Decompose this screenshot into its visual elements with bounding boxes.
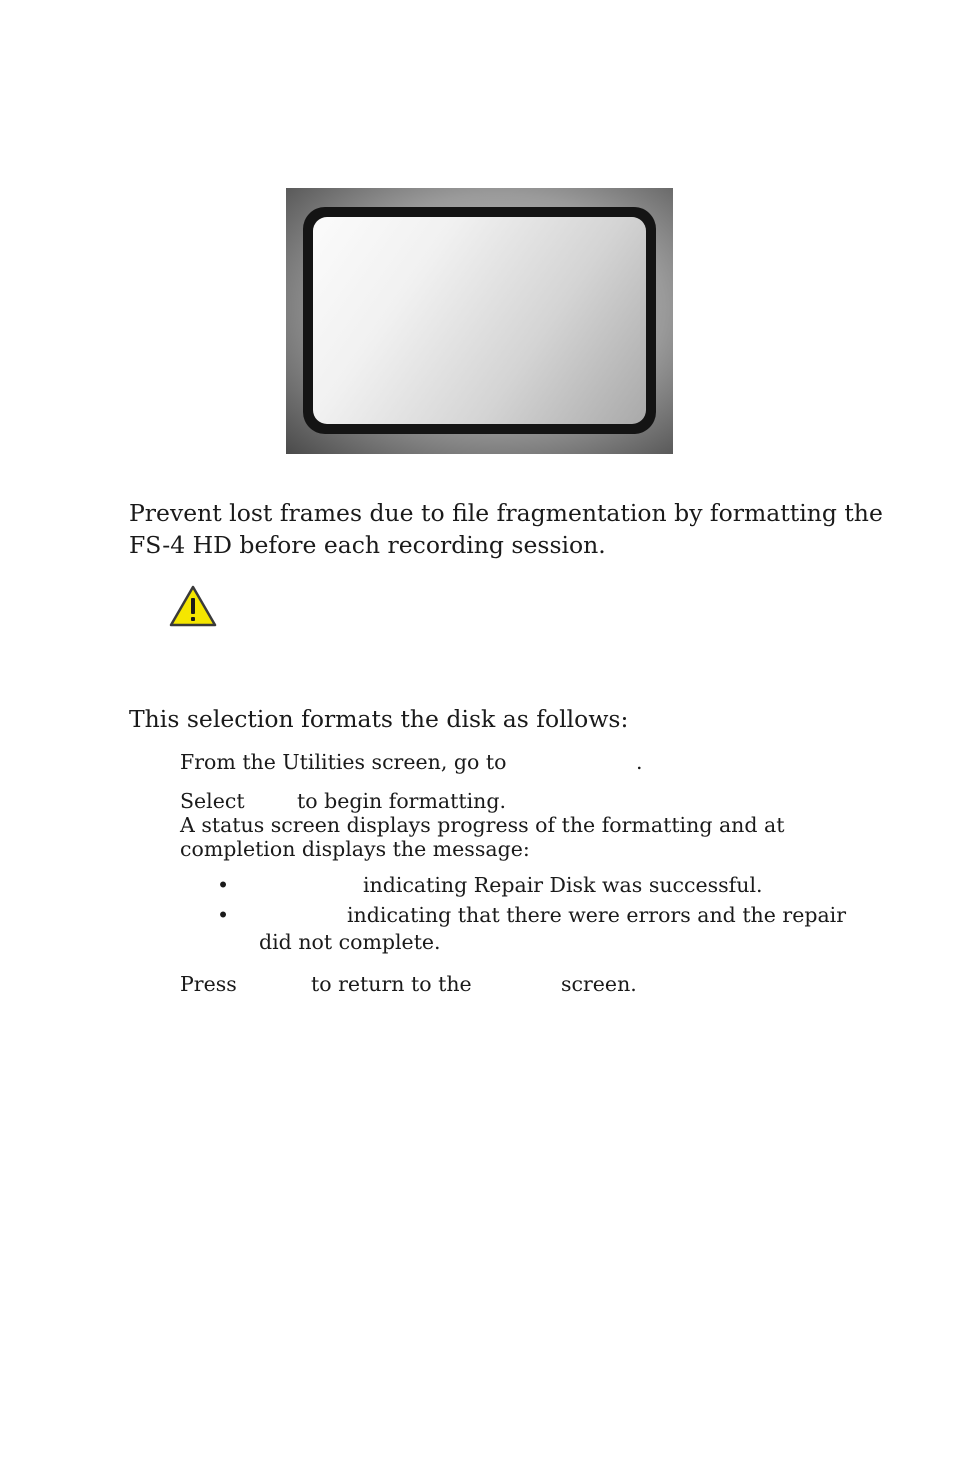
result-error-text-line-2: did not complete. <box>259 930 441 954</box>
warning-icon <box>168 584 218 628</box>
bullet-marker: • <box>217 873 230 897</box>
step-3-text-middle: to return to the <box>311 972 472 996</box>
screen-glass <box>313 217 646 424</box>
result-error-text: indicating that there were errors and the repair <box>347 903 847 927</box>
procedure-lead: This selection formats the disk as follows: <box>129 705 629 733</box>
step-1-text-before: From the Utilities screen, go to <box>180 750 507 774</box>
intro-paragraph-line-2: FS-4 HD before each recording session. <box>129 531 606 559</box>
step-3-text-after: screen. <box>561 972 637 996</box>
step-2-text-after: to begin formatting. <box>297 789 507 813</box>
bullet-marker: • <box>217 903 230 927</box>
lcd-screen-illustration <box>286 188 673 454</box>
step-2-line-2: A status screen displays progress of the formatting and at <box>180 813 785 837</box>
step-2-line-3: completion displays the message: <box>180 837 530 861</box>
step-2-text-before: Select <box>180 789 245 813</box>
result-success-text: indicating Repair Disk was successful. <box>363 873 763 897</box>
step-3-text-before: Press <box>180 972 237 996</box>
intro-paragraph-line-1: Prevent lost frames due to file fragmentation by formatting the <box>129 499 883 527</box>
screen-bezel <box>303 207 656 434</box>
step-1-text-after: . <box>636 750 643 774</box>
